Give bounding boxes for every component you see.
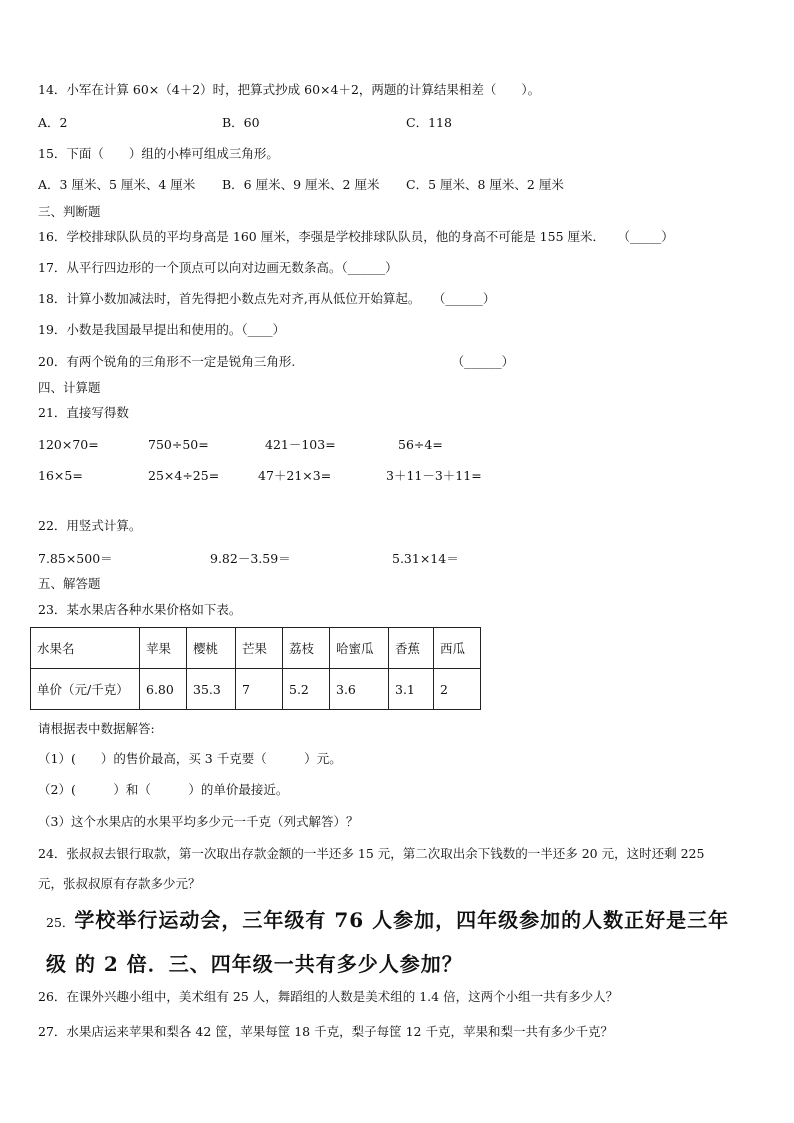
question-25-line-1 xyxy=(46,907,729,936)
question-15-stem: 15．下面（ ）组的小棒可组成三角形。 xyxy=(38,146,279,161)
question-14-option-c: C．118 xyxy=(406,115,452,130)
question-22-item: 7.85×500＝ xyxy=(38,551,113,566)
question-21-item: 25×4÷25= xyxy=(148,468,220,483)
section-heading-calculation: 四、计算题 xyxy=(38,380,101,395)
question-21-item: 56÷4= xyxy=(398,437,443,452)
question-25-number: 25． xyxy=(46,915,75,930)
table-cell: 7 xyxy=(236,669,283,710)
question-21-item: 3＋11－3＋11= xyxy=(386,468,482,483)
question-21-item: 120×70= xyxy=(38,437,99,452)
question-22-item: 5.31×14＝ xyxy=(392,551,459,566)
question-15-option-b: B．6 厘米、9 厘米、2 厘米 xyxy=(222,177,380,192)
question-22-item: 9.82－3.59＝ xyxy=(210,551,291,566)
question-23-prompt: 请根据表中数据解答: xyxy=(38,721,155,736)
table-cell: 樱桃 xyxy=(187,628,236,669)
table-cell: 35.3 xyxy=(187,669,236,710)
question-25-line-2: 级 的 2 倍．三、四年级一共有多少人参加？ xyxy=(46,952,463,976)
question-18: 18．计算小数加减法时，首先得把小数点先对齐,再从低位开始算起。 （______） xyxy=(38,291,496,306)
fruit-price-table xyxy=(30,627,481,710)
section-heading-word-problems: 五、解答题 xyxy=(38,576,101,591)
table-cell: 3.1 xyxy=(389,669,434,710)
question-14-option-b: B．60 xyxy=(222,115,260,130)
table-cell: 荔枝 xyxy=(283,628,330,669)
question-17: 17．从平行四边形的一个顶点可以向对边画无数条高。（______） xyxy=(38,260,398,275)
question-23-sub-3: （3）这个水果店的水果平均多少元一千克（列式解答）？ xyxy=(38,814,359,829)
table-cell: 单价（元/千克） xyxy=(31,669,140,710)
table-cell: 3.6 xyxy=(330,669,389,710)
table-cell: 西瓜 xyxy=(434,628,481,669)
question-21-stem: 21．直接写得数 xyxy=(38,405,129,420)
question-24-line-1: 24．张叔叔去银行取款，第一次取出存款金额的一半还多 15 元，第二次取出余下钱数的一半还多 20 元，这时还剩 225 xyxy=(38,846,705,861)
question-21-item: 16×5= xyxy=(38,468,83,483)
table-row xyxy=(31,669,481,710)
question-14-option-a: A．2 xyxy=(38,115,68,130)
table-row xyxy=(31,628,481,669)
question-19: 19．小数是我国最早提出和使用的。（____） xyxy=(38,322,286,337)
question-15-option-a: A．3 厘米、5 厘米、4 厘米 xyxy=(38,177,196,192)
question-15-option-c: C．5 厘米、8 厘米、2 厘米 xyxy=(406,177,564,192)
table-cell: 芒果 xyxy=(236,628,283,669)
table-cell: 5.2 xyxy=(283,669,330,710)
question-23-sub-1: （1）( ）的售价最高，买 3 千克要（ ）元。 xyxy=(38,751,342,766)
table-cell: 6.80 xyxy=(140,669,187,710)
question-23-stem: 23．某水果店各种水果价格如下表。 xyxy=(38,602,242,617)
table-cell: 苹果 xyxy=(140,628,187,669)
question-22-stem: 22．用竖式计算。 xyxy=(38,518,142,533)
question-24-line-2: 元，张叔叔原有存款多少元？ xyxy=(38,876,201,891)
question-16: 16．学校排球队队员的平均身高是 160 厘米，李强是学校排球队队员，他的身高不可能是 155 厘米． （_____） xyxy=(38,229,674,244)
table-cell: 香蕉 xyxy=(389,628,434,669)
question-21-item: 421－103= xyxy=(265,437,336,452)
table-cell: 2 xyxy=(434,669,481,710)
table-cell: 哈蜜瓜 xyxy=(330,628,389,669)
question-20: 20．有两个锐角的三角形不一定是锐角三角形. （______） xyxy=(38,354,515,369)
question-26: 26．在课外兴趣小组中，美术组有 25 人，舞蹈组的人数是美术组的 1.4 倍，这两个小组一共有多少人？ xyxy=(38,989,619,1004)
question-27: 27．水果店运来苹果和梨各 42 筐，苹果每筐 18 千克，梨子每筐 12 千克，苹果和梨一共有多少千克？ xyxy=(38,1024,613,1039)
question-25-text: 学校举行运动会，三年级有 76 人参加，四年级参加的人数正好是三年 xyxy=(74,908,730,932)
section-heading-true-false: 三、判断题 xyxy=(38,204,101,219)
question-23-sub-2: （2）( ）和（ ）的单价最接近。 xyxy=(38,782,289,797)
question-14-stem: 14．小军在计算 60×（4＋2）时，把算式抄成 60×4＋2，两题的计算结果相差（ ）。 xyxy=(38,82,541,97)
question-21-item: 750÷50= xyxy=(148,437,209,452)
question-21-item: 47＋21×3= xyxy=(258,468,332,483)
table-cell: 水果名 xyxy=(31,628,140,669)
